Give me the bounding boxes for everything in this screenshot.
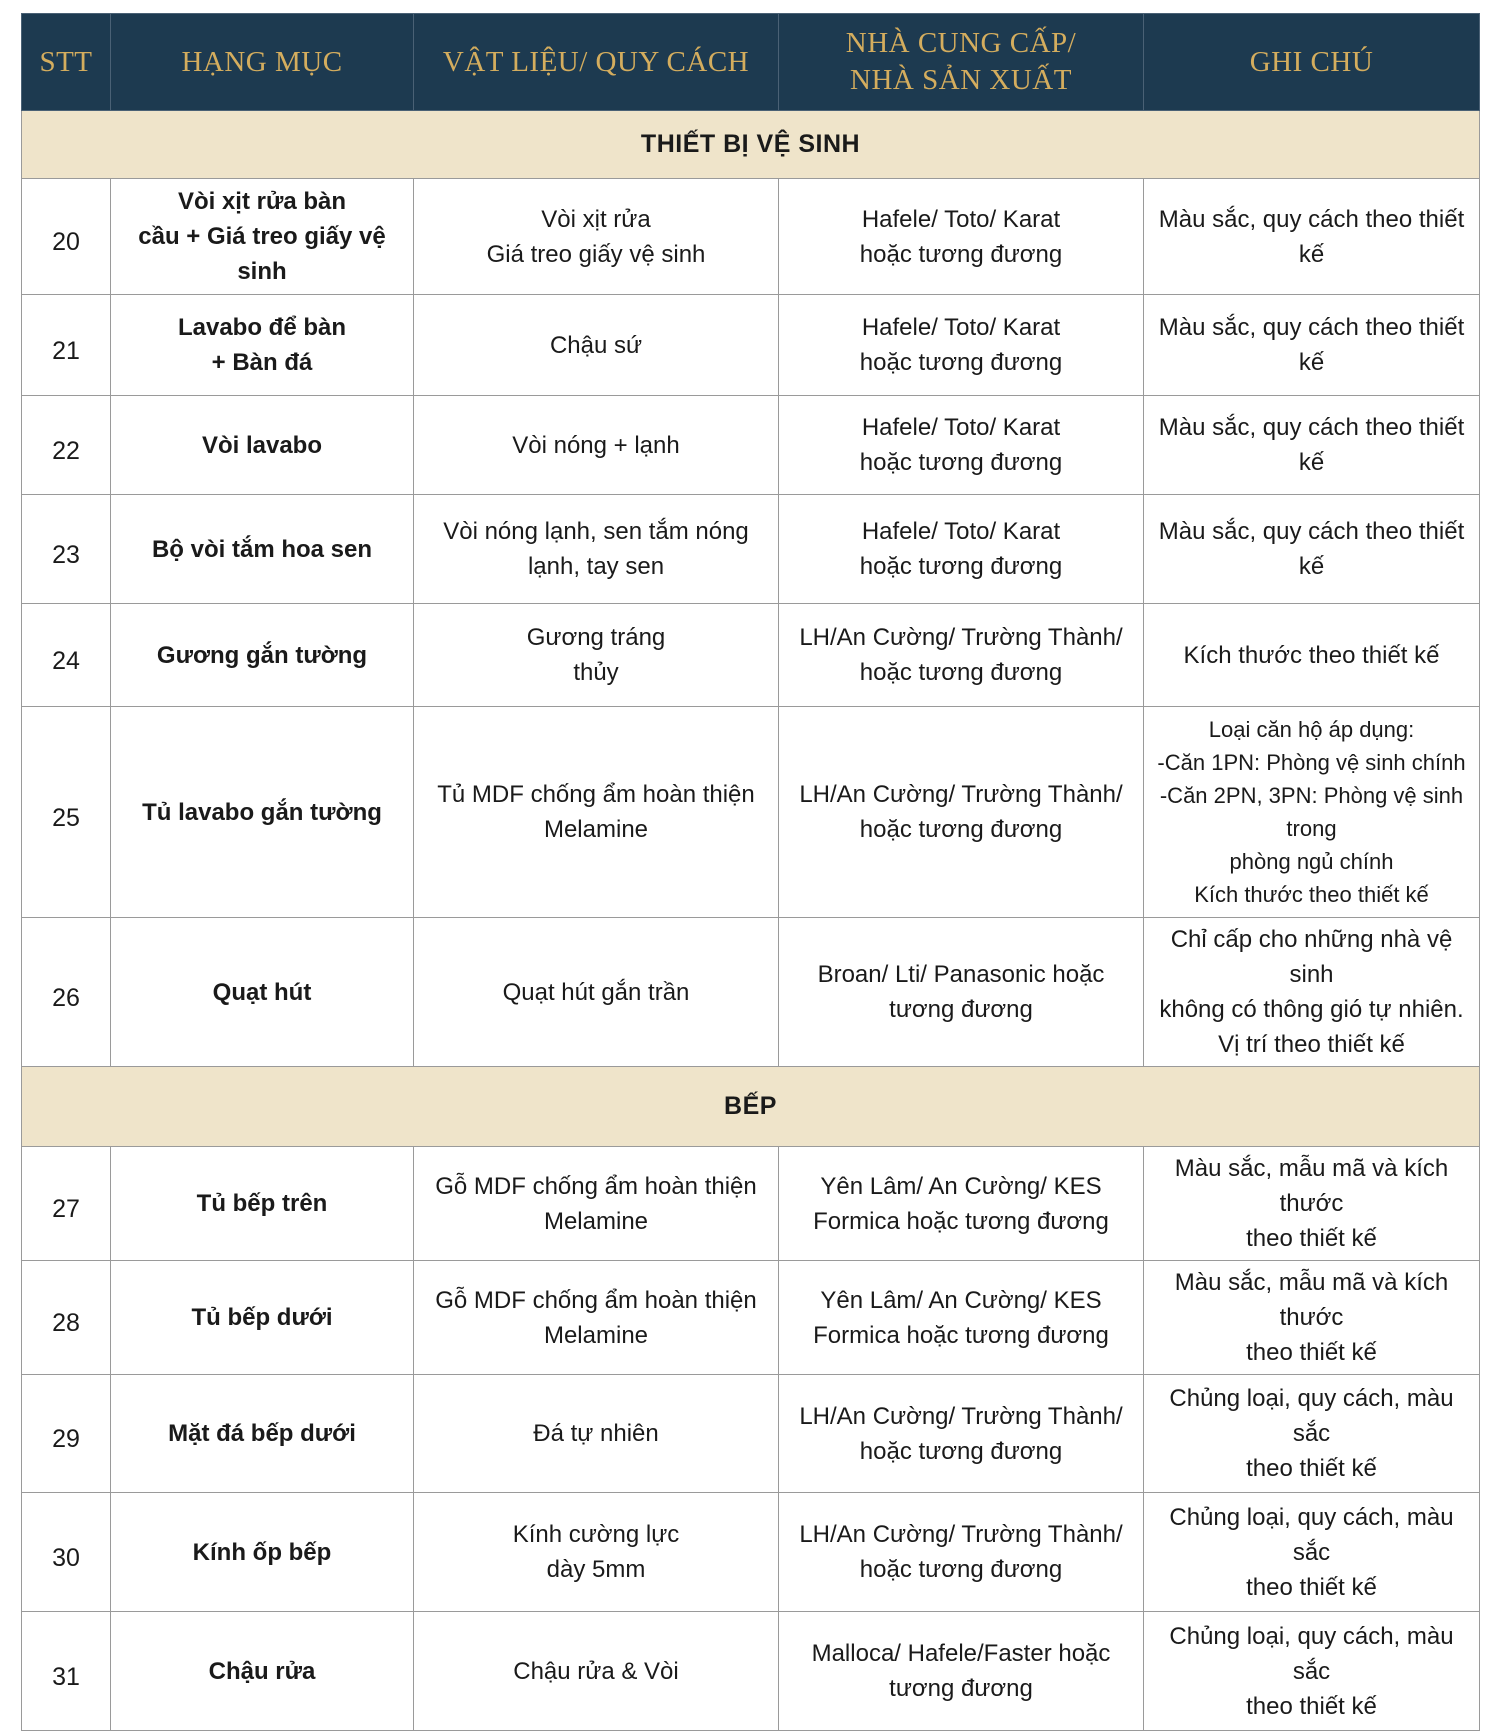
- table-row: [22, 179, 1480, 295]
- cell-supplier: LH/An Cường/ Trường Thành/ hoặc tương đương: [779, 707, 1144, 918]
- cell-material: Gỗ MDF chống ẩm hoàn thiện Melamine: [414, 1147, 779, 1261]
- cell-material: Kính cường lực dày 5mm: [414, 1493, 779, 1612]
- cell-item: Vòi lavabo: [111, 396, 414, 495]
- cell-note: Màu sắc, quy cách theo thiết kế: [1144, 179, 1480, 295]
- section-row-sanitary: [22, 111, 1480, 179]
- section-title: THIẾT BỊ VỆ SINH: [22, 111, 1480, 179]
- cell-supplier: Hafele/ Toto/ Karat hoặc tương đương: [779, 396, 1144, 495]
- cell-note: Màu sắc, quy cách theo thiết kế: [1144, 295, 1480, 396]
- cell-supplier: LH/An Cường/ Trường Thành/ hoặc tương đương: [779, 604, 1144, 707]
- cell-stt: 27: [22, 1147, 111, 1261]
- cell-stt: 22: [22, 396, 111, 495]
- spec-sheet: [21, 13, 1480, 1731]
- cell-supplier: Yên Lâm/ An Cường/ KES Formica hoặc tương đương: [779, 1261, 1144, 1375]
- cell-stt: 24: [22, 604, 111, 707]
- table-row: [22, 604, 1480, 707]
- cell-item: Tủ bếp trên: [111, 1147, 414, 1261]
- cell-material: Vòi nóng lạnh, sen tắm nóng lạnh, tay sen: [414, 495, 779, 604]
- cell-item: Gương gắn tường: [111, 604, 414, 707]
- table-row: [22, 1261, 1480, 1375]
- cell-item: Quạt hút: [111, 918, 414, 1067]
- cell-supplier: Hafele/ Toto/ Karat hoặc tương đương: [779, 495, 1144, 604]
- header-material: VẬT LIỆU/ QUY CÁCH: [414, 14, 779, 111]
- cell-note: Chủng loại, quy cách, màu sắc theo thiết kế: [1144, 1493, 1480, 1612]
- header-note: GHI CHÚ: [1144, 14, 1480, 111]
- cell-stt: 28: [22, 1261, 111, 1375]
- cell-material: Đá tự nhiên: [414, 1375, 779, 1493]
- cell-material: Gương tráng thủy: [414, 604, 779, 707]
- section-title: BẾP: [22, 1067, 1480, 1147]
- cell-item: Kính ốp bếp: [111, 1493, 414, 1612]
- cell-material: Vòi nóng + lạnh: [414, 396, 779, 495]
- cell-note: Kích thước theo thiết kế: [1144, 604, 1480, 707]
- cell-item: Bộ vòi tắm hoa sen: [111, 495, 414, 604]
- cell-item: Mặt đá bếp dưới: [111, 1375, 414, 1493]
- section-row-kitchen: [22, 1067, 1480, 1147]
- cell-note: Chỉ cấp cho những nhà vệ sinh không có thông gió tự nhiên. Vị trí theo thiết kế: [1144, 918, 1480, 1067]
- table-row: [22, 918, 1480, 1067]
- spec-table: [21, 13, 1480, 1731]
- cell-item: Tủ lavabo gắn tường: [111, 707, 414, 918]
- header-item: HẠNG MỤC: [111, 14, 414, 111]
- cell-stt: 25: [22, 707, 111, 918]
- cell-supplier: Hafele/ Toto/ Karat hoặc tương đương: [779, 295, 1144, 396]
- cell-stt: 29: [22, 1375, 111, 1493]
- cell-supplier: LH/An Cường/ Trường Thành/ hoặc tương đương: [779, 1375, 1144, 1493]
- cell-supplier: Hafele/ Toto/ Karat hoặc tương đương: [779, 179, 1144, 295]
- table-row: [22, 295, 1480, 396]
- cell-stt: 30: [22, 1493, 111, 1612]
- cell-stt: 23: [22, 495, 111, 604]
- cell-item: Chậu rửa: [111, 1612, 414, 1731]
- table-row: [22, 396, 1480, 495]
- cell-supplier: Broan/ Lti/ Panasonic hoặc tương đương: [779, 918, 1144, 1067]
- cell-supplier: Yên Lâm/ An Cường/ KES Formica hoặc tương đương: [779, 1147, 1144, 1261]
- cell-stt: 20: [22, 179, 111, 295]
- cell-stt: 26: [22, 918, 111, 1067]
- cell-material: Quạt hút gắn trần: [414, 918, 779, 1067]
- cell-note: Màu sắc, mẫu mã và kích thước theo thiết kế: [1144, 1147, 1480, 1261]
- cell-note: Màu sắc, mẫu mã và kích thước theo thiết kế: [1144, 1261, 1480, 1375]
- table-row: [22, 1612, 1480, 1731]
- header-stt: STT: [22, 14, 111, 111]
- cell-stt: 31: [22, 1612, 111, 1731]
- cell-note: Loại căn hộ áp dụng: -Căn 1PN: Phòng vệ sinh chính -Căn 2PN, 3PN: Phòng vệ sinh trong phòng ngủ chính Kích thước theo thiết kế: [1144, 707, 1480, 918]
- cell-stt: 21: [22, 295, 111, 396]
- header-supplier: NHÀ CUNG CẤP/ NHÀ SẢN XUẤT: [779, 14, 1144, 111]
- table-row: [22, 1375, 1480, 1493]
- cell-material: Vòi xịt rửa Giá treo giấy vệ sinh: [414, 179, 779, 295]
- cell-note: Chủng loại, quy cách, màu sắc theo thiết kế: [1144, 1612, 1480, 1731]
- table-row: [22, 495, 1480, 604]
- header-row: [22, 14, 1480, 111]
- table-row: [22, 1493, 1480, 1612]
- cell-material: Chậu rửa & Vòi: [414, 1612, 779, 1731]
- cell-item: Lavabo để bàn + Bàn đá: [111, 295, 414, 396]
- cell-material: Chậu sứ: [414, 295, 779, 396]
- cell-supplier: Malloca/ Hafele/Faster hoặc tương đương: [779, 1612, 1144, 1731]
- cell-supplier: LH/An Cường/ Trường Thành/ hoặc tương đương: [779, 1493, 1144, 1612]
- cell-item: Vòi xịt rửa bàn cầu + Giá treo giấy vệ sinh: [111, 179, 414, 295]
- table-row: [22, 1147, 1480, 1261]
- cell-item: Tủ bếp dưới: [111, 1261, 414, 1375]
- cell-note: Màu sắc, quy cách theo thiết kế: [1144, 396, 1480, 495]
- table-row: [22, 707, 1480, 918]
- cell-note: Chủng loại, quy cách, màu sắc theo thiết kế: [1144, 1375, 1480, 1493]
- cell-note: Màu sắc, quy cách theo thiết kế: [1144, 495, 1480, 604]
- cell-material: Tủ MDF chống ẩm hoàn thiện Melamine: [414, 707, 779, 918]
- cell-material: Gỗ MDF chống ẩm hoàn thiện Melamine: [414, 1261, 779, 1375]
